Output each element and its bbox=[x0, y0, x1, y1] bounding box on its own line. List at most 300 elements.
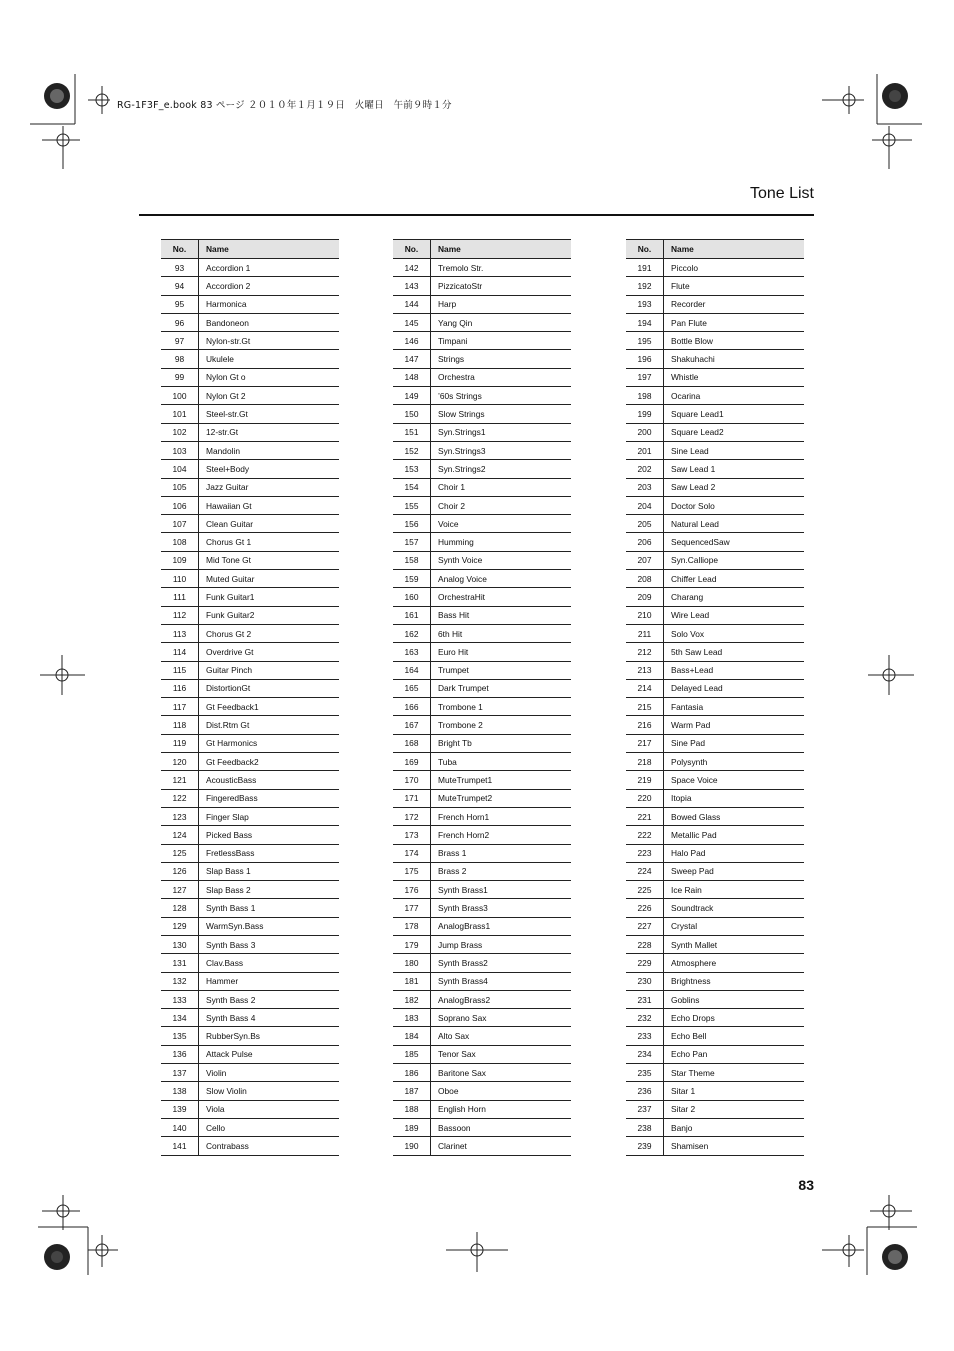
table-row bbox=[393, 679, 571, 697]
tone-name: Choir 1 bbox=[431, 478, 572, 496]
table-row bbox=[626, 624, 804, 642]
tone-name: OrchestraHit bbox=[431, 588, 572, 606]
table-row bbox=[626, 570, 804, 588]
tone-name: Synth Bass 4 bbox=[199, 1009, 340, 1027]
tone-name: Baritone Sax bbox=[431, 1064, 572, 1082]
tone-name: Yang Qin bbox=[431, 313, 572, 331]
tone-number: 175 bbox=[393, 862, 431, 880]
tone-name: 5th Saw Lead bbox=[664, 643, 805, 661]
column-header-name: Name bbox=[664, 240, 805, 259]
table-row bbox=[161, 698, 339, 716]
tone-number: 170 bbox=[393, 771, 431, 789]
tone-name: Flute bbox=[664, 277, 805, 295]
table-row bbox=[161, 350, 339, 368]
tone-number: 114 bbox=[161, 643, 199, 661]
tone-number: 191 bbox=[626, 259, 664, 277]
table-row bbox=[393, 899, 571, 917]
table-row bbox=[626, 533, 804, 551]
table-row bbox=[393, 624, 571, 642]
table-row bbox=[161, 277, 339, 295]
table-row bbox=[626, 972, 804, 990]
tone-number: 109 bbox=[161, 551, 199, 569]
tone-number: 98 bbox=[161, 350, 199, 368]
table-row bbox=[161, 515, 339, 533]
tone-number: 121 bbox=[161, 771, 199, 789]
tone-name: Goblins bbox=[664, 990, 805, 1008]
tone-name: 12-str.Gt bbox=[199, 423, 340, 441]
tone-name: Metallic Pad bbox=[664, 826, 805, 844]
tone-name: Bassoon bbox=[431, 1118, 572, 1136]
tone-number: 201 bbox=[626, 441, 664, 459]
table-row bbox=[626, 606, 804, 624]
tone-number: 153 bbox=[393, 460, 431, 478]
tone-name: Whistle bbox=[664, 368, 805, 386]
tone-name: Humming bbox=[431, 533, 572, 551]
tone-name: Synth Brass2 bbox=[431, 954, 572, 972]
table-row bbox=[393, 643, 571, 661]
tone-number: 220 bbox=[626, 789, 664, 807]
tone-number: 145 bbox=[393, 313, 431, 331]
tone-number: 159 bbox=[393, 570, 431, 588]
tone-number: 184 bbox=[393, 1027, 431, 1045]
tone-number: 143 bbox=[393, 277, 431, 295]
tone-number: 112 bbox=[161, 606, 199, 624]
tone-number: 214 bbox=[626, 679, 664, 697]
table-row bbox=[393, 515, 571, 533]
tone-name: Clav.Bass bbox=[199, 954, 340, 972]
table-row bbox=[626, 734, 804, 752]
table-row bbox=[393, 259, 571, 277]
tone-number: 134 bbox=[161, 1009, 199, 1027]
tone-number: 113 bbox=[161, 624, 199, 642]
tone-name: Sweep Pad bbox=[664, 862, 805, 880]
tone-name: Chorus Gt 1 bbox=[199, 533, 340, 551]
tone-name: Charang bbox=[664, 588, 805, 606]
tone-name: FingeredBass bbox=[199, 789, 340, 807]
table-header-row bbox=[161, 240, 339, 259]
tone-number: 222 bbox=[626, 826, 664, 844]
table-row bbox=[161, 789, 339, 807]
table-row bbox=[626, 862, 804, 880]
tone-name: Star Theme bbox=[664, 1064, 805, 1082]
tone-number: 137 bbox=[161, 1064, 199, 1082]
tone-name: Syn.Calliope bbox=[664, 551, 805, 569]
table-row bbox=[393, 1027, 571, 1045]
tone-number: 147 bbox=[393, 350, 431, 368]
tone-name: Analog Voice bbox=[431, 570, 572, 588]
tone-number: 173 bbox=[393, 826, 431, 844]
tone-number: 101 bbox=[161, 405, 199, 423]
tone-number: 180 bbox=[393, 954, 431, 972]
tone-number: 139 bbox=[161, 1100, 199, 1118]
tone-name: Saw Lead 1 bbox=[664, 460, 805, 478]
tone-name: Overdrive Gt bbox=[199, 643, 340, 661]
table-row bbox=[161, 387, 339, 405]
column-header-name: Name bbox=[431, 240, 572, 259]
tone-name: PizzicatoStr bbox=[431, 277, 572, 295]
table-row bbox=[161, 1137, 339, 1155]
tone-number: 228 bbox=[626, 935, 664, 953]
tone-number: 168 bbox=[393, 734, 431, 752]
tone-name: Viola bbox=[199, 1100, 340, 1118]
tone-name: AnalogBrass2 bbox=[431, 990, 572, 1008]
table-row bbox=[626, 698, 804, 716]
tone-number: 161 bbox=[393, 606, 431, 624]
tone-name: Bright Tb bbox=[431, 734, 572, 752]
table-row bbox=[161, 496, 339, 514]
tone-name: Gt Feedback1 bbox=[199, 698, 340, 716]
tone-number: 206 bbox=[626, 533, 664, 551]
tone-name: AcousticBass bbox=[199, 771, 340, 789]
table-row bbox=[626, 350, 804, 368]
tone-number: 224 bbox=[626, 862, 664, 880]
tone-number: 120 bbox=[161, 753, 199, 771]
tone-number: 118 bbox=[161, 716, 199, 734]
tone-number: 174 bbox=[393, 844, 431, 862]
tone-number: 213 bbox=[626, 661, 664, 679]
table-row bbox=[393, 606, 571, 624]
tone-number: 198 bbox=[626, 387, 664, 405]
tone-name: Choir 2 bbox=[431, 496, 572, 514]
table-row bbox=[161, 588, 339, 606]
tone-number: 135 bbox=[161, 1027, 199, 1045]
tone-number: 97 bbox=[161, 332, 199, 350]
tone-name: Synth Brass1 bbox=[431, 881, 572, 899]
table-row bbox=[626, 313, 804, 331]
tone-name: 6th Hit bbox=[431, 624, 572, 642]
tone-number: 115 bbox=[161, 661, 199, 679]
table-row bbox=[393, 277, 571, 295]
crop-mark-bottom-right bbox=[812, 1195, 922, 1285]
tone-number: 160 bbox=[393, 588, 431, 606]
tone-number: 189 bbox=[393, 1118, 431, 1136]
table-row bbox=[626, 917, 804, 935]
tone-name: FretlessBass bbox=[199, 844, 340, 862]
tone-name: Warm Pad bbox=[664, 716, 805, 734]
tone-number: 218 bbox=[626, 753, 664, 771]
tone-name: Synth Brass3 bbox=[431, 899, 572, 917]
tone-name: Shamisen bbox=[664, 1137, 805, 1155]
tone-number: 117 bbox=[161, 698, 199, 716]
table-row bbox=[393, 588, 571, 606]
tone-number: 229 bbox=[626, 954, 664, 972]
table-row bbox=[626, 679, 804, 697]
tone-number: 103 bbox=[161, 441, 199, 459]
tone-name: SequencedSaw bbox=[664, 533, 805, 551]
tone-number: 197 bbox=[626, 368, 664, 386]
tone-number: 230 bbox=[626, 972, 664, 990]
table-row bbox=[161, 1064, 339, 1082]
tone-number: 140 bbox=[161, 1118, 199, 1136]
table-header-row bbox=[626, 240, 804, 259]
tone-number: 104 bbox=[161, 460, 199, 478]
table-row bbox=[626, 551, 804, 569]
tone-name: RubberSyn.Bs bbox=[199, 1027, 340, 1045]
tone-number: 136 bbox=[161, 1045, 199, 1063]
tone-number: 167 bbox=[393, 716, 431, 734]
table-row bbox=[626, 716, 804, 734]
tone-name: Brightness bbox=[664, 972, 805, 990]
table-row bbox=[393, 807, 571, 825]
tone-number: 172 bbox=[393, 807, 431, 825]
tone-number: 188 bbox=[393, 1100, 431, 1118]
tone-name: Accordion 2 bbox=[199, 277, 340, 295]
tone-number: 225 bbox=[626, 881, 664, 899]
table-header-row bbox=[393, 240, 571, 259]
tone-name: Bowed Glass bbox=[664, 807, 805, 825]
table-row bbox=[393, 935, 571, 953]
table-row bbox=[393, 332, 571, 350]
table-row bbox=[161, 826, 339, 844]
tone-name: Saw Lead 2 bbox=[664, 478, 805, 496]
tone-name: Sitar 2 bbox=[664, 1100, 805, 1118]
table-row bbox=[161, 661, 339, 679]
tone-name: Dark Trumpet bbox=[431, 679, 572, 697]
tone-number: 216 bbox=[626, 716, 664, 734]
tone-name: Trombone 2 bbox=[431, 716, 572, 734]
tone-number: 165 bbox=[393, 679, 431, 697]
tone-name: Synth Voice bbox=[431, 551, 572, 569]
table-row bbox=[393, 441, 571, 459]
tone-name: Delayed Lead bbox=[664, 679, 805, 697]
tone-name: Wire Lead bbox=[664, 606, 805, 624]
tone-name: Voice bbox=[431, 515, 572, 533]
crop-mark-top-left bbox=[30, 74, 110, 174]
title-rule bbox=[139, 214, 814, 216]
tone-name: Banjo bbox=[664, 1118, 805, 1136]
crop-mark-top-right bbox=[812, 74, 922, 174]
table-row bbox=[393, 1045, 571, 1063]
tone-number: 182 bbox=[393, 990, 431, 1008]
table-row bbox=[161, 332, 339, 350]
tone-name: MuteTrumpet1 bbox=[431, 771, 572, 789]
tone-number: 208 bbox=[626, 570, 664, 588]
tone-number: 150 bbox=[393, 405, 431, 423]
table-row bbox=[626, 588, 804, 606]
tone-name: Piccolo bbox=[664, 259, 805, 277]
table-row bbox=[161, 679, 339, 697]
tone-name: Ocarina bbox=[664, 387, 805, 405]
tone-name: Brass 1 bbox=[431, 844, 572, 862]
table-row bbox=[161, 368, 339, 386]
tone-name: Trumpet bbox=[431, 661, 572, 679]
tone-number: 164 bbox=[393, 661, 431, 679]
tone-number: 219 bbox=[626, 771, 664, 789]
tone-name: Chorus Gt 2 bbox=[199, 624, 340, 642]
tone-number: 96 bbox=[161, 313, 199, 331]
tone-name: Accordion 1 bbox=[199, 259, 340, 277]
tone-name: French Horn2 bbox=[431, 826, 572, 844]
tone-name: AnalogBrass1 bbox=[431, 917, 572, 935]
table-row bbox=[161, 295, 339, 313]
table-row bbox=[626, 1027, 804, 1045]
tone-name: Halo Pad bbox=[664, 844, 805, 862]
tone-name: Pan Flute bbox=[664, 313, 805, 331]
tone-number: 235 bbox=[626, 1064, 664, 1082]
tone-number: 239 bbox=[626, 1137, 664, 1155]
table-row bbox=[393, 1100, 571, 1118]
tone-name: Steel+Body bbox=[199, 460, 340, 478]
tone-name: Syn.Strings1 bbox=[431, 423, 572, 441]
table-row bbox=[393, 368, 571, 386]
table-row bbox=[626, 496, 804, 514]
tone-name: Clarinet bbox=[431, 1137, 572, 1155]
tone-name: Sine Pad bbox=[664, 734, 805, 752]
tone-number: 195 bbox=[626, 332, 664, 350]
table-row bbox=[626, 423, 804, 441]
tone-name: ’60s Strings bbox=[431, 387, 572, 405]
tone-number: 106 bbox=[161, 496, 199, 514]
table-row bbox=[161, 935, 339, 953]
tone-number: 192 bbox=[626, 277, 664, 295]
table-row bbox=[626, 643, 804, 661]
tone-name: Tremolo Str. bbox=[431, 259, 572, 277]
tone-name: Gt Feedback2 bbox=[199, 753, 340, 771]
tone-number: 102 bbox=[161, 423, 199, 441]
tone-number: 200 bbox=[626, 423, 664, 441]
tone-name: French Horn1 bbox=[431, 807, 572, 825]
tone-name: Euro Hit bbox=[431, 643, 572, 661]
tone-number: 111 bbox=[161, 588, 199, 606]
table-row bbox=[393, 661, 571, 679]
table-row bbox=[626, 844, 804, 862]
tone-number: 211 bbox=[626, 624, 664, 642]
tone-table-2 bbox=[393, 239, 571, 1156]
table-row bbox=[161, 606, 339, 624]
table-row bbox=[626, 881, 804, 899]
tone-name: Contrabass bbox=[199, 1137, 340, 1155]
table-row bbox=[626, 478, 804, 496]
print-header: RG-1F3F_e.book 83 ページ ２０１０年１月１９日 火曜日 午前９時１分 bbox=[117, 100, 452, 111]
tone-number: 138 bbox=[161, 1082, 199, 1100]
tone-number: 238 bbox=[626, 1118, 664, 1136]
tone-number: 156 bbox=[393, 515, 431, 533]
tone-number: 196 bbox=[626, 350, 664, 368]
table-row bbox=[161, 624, 339, 642]
tone-number: 141 bbox=[161, 1137, 199, 1155]
tone-number: 223 bbox=[626, 844, 664, 862]
tone-number: 162 bbox=[393, 624, 431, 642]
tone-name: Attack Pulse bbox=[199, 1045, 340, 1063]
table-row bbox=[161, 771, 339, 789]
table-row bbox=[393, 313, 571, 331]
table-row bbox=[393, 496, 571, 514]
tone-number: 131 bbox=[161, 954, 199, 972]
tone-number: 194 bbox=[626, 313, 664, 331]
column-header-name: Name bbox=[199, 240, 340, 259]
table-row bbox=[626, 332, 804, 350]
tone-number: 204 bbox=[626, 496, 664, 514]
table-row bbox=[626, 368, 804, 386]
table-row bbox=[626, 990, 804, 1008]
tone-name: MuteTrumpet2 bbox=[431, 789, 572, 807]
tone-name: Solo Vox bbox=[664, 624, 805, 642]
tone-name: Funk Guitar2 bbox=[199, 606, 340, 624]
table-row bbox=[161, 259, 339, 277]
column-header-no: No. bbox=[161, 240, 199, 259]
tone-number: 105 bbox=[161, 478, 199, 496]
tone-number: 119 bbox=[161, 734, 199, 752]
tone-name: Timpani bbox=[431, 332, 572, 350]
tone-name: Nylon Gt 2 bbox=[199, 387, 340, 405]
tone-name: Strings bbox=[431, 350, 572, 368]
tone-name: Hammer bbox=[199, 972, 340, 990]
column-header-no: No. bbox=[626, 240, 664, 259]
tone-name: Steel-str.Gt bbox=[199, 405, 340, 423]
tone-number: 163 bbox=[393, 643, 431, 661]
table-row bbox=[626, 899, 804, 917]
table-row bbox=[393, 881, 571, 899]
tone-number: 190 bbox=[393, 1137, 431, 1155]
tone-number: 125 bbox=[161, 844, 199, 862]
tone-name: Harmonica bbox=[199, 295, 340, 313]
table-row bbox=[626, 1064, 804, 1082]
table-row bbox=[393, 1137, 571, 1155]
crop-mark-mid-left bbox=[40, 655, 90, 695]
table-row bbox=[161, 478, 339, 496]
tone-number: 181 bbox=[393, 972, 431, 990]
tone-name: Square Lead2 bbox=[664, 423, 805, 441]
table-row bbox=[393, 771, 571, 789]
tone-number: 205 bbox=[626, 515, 664, 533]
tone-name: Bandoneon bbox=[199, 313, 340, 331]
tone-name: Orchestra bbox=[431, 368, 572, 386]
table-row bbox=[626, 935, 804, 953]
tone-number: 226 bbox=[626, 899, 664, 917]
tone-number: 212 bbox=[626, 643, 664, 661]
tone-name: Gt Harmonics bbox=[199, 734, 340, 752]
table-row bbox=[393, 1118, 571, 1136]
tone-name: Tuba bbox=[431, 753, 572, 771]
table-row bbox=[626, 460, 804, 478]
table-row bbox=[626, 789, 804, 807]
table-row bbox=[161, 990, 339, 1008]
tone-number: 193 bbox=[626, 295, 664, 313]
tone-name: Oboe bbox=[431, 1082, 572, 1100]
tone-number: 116 bbox=[161, 679, 199, 697]
tone-number: 207 bbox=[626, 551, 664, 569]
tone-number: 94 bbox=[161, 277, 199, 295]
tone-number: 231 bbox=[626, 990, 664, 1008]
table-row bbox=[393, 734, 571, 752]
tone-name: Synth Bass 1 bbox=[199, 899, 340, 917]
tone-name: Trombone 1 bbox=[431, 698, 572, 716]
tone-number: 178 bbox=[393, 917, 431, 935]
tone-name: Hawaiian Gt bbox=[199, 496, 340, 514]
tone-name: Sitar 1 bbox=[664, 1082, 805, 1100]
tone-name: Violin bbox=[199, 1064, 340, 1082]
tone-table-1 bbox=[161, 239, 339, 1156]
table-row bbox=[393, 954, 571, 972]
tone-name: Slow Violin bbox=[199, 1082, 340, 1100]
tone-number: 166 bbox=[393, 698, 431, 716]
table-row bbox=[161, 1045, 339, 1063]
tone-name: Echo Pan bbox=[664, 1045, 805, 1063]
table-row bbox=[626, 1118, 804, 1136]
tone-name: Dist.Rtm Gt bbox=[199, 716, 340, 734]
tone-number: 95 bbox=[161, 295, 199, 313]
tone-number: 232 bbox=[626, 1009, 664, 1027]
table-row bbox=[161, 533, 339, 551]
tone-name: Ukulele bbox=[199, 350, 340, 368]
tone-name: Natural Lead bbox=[664, 515, 805, 533]
page-number: 83 bbox=[798, 1177, 814, 1193]
tone-number: 123 bbox=[161, 807, 199, 825]
table-row bbox=[626, 277, 804, 295]
tone-number: 146 bbox=[393, 332, 431, 350]
tone-name: Nylon-str.Gt bbox=[199, 332, 340, 350]
tone-number: 171 bbox=[393, 789, 431, 807]
